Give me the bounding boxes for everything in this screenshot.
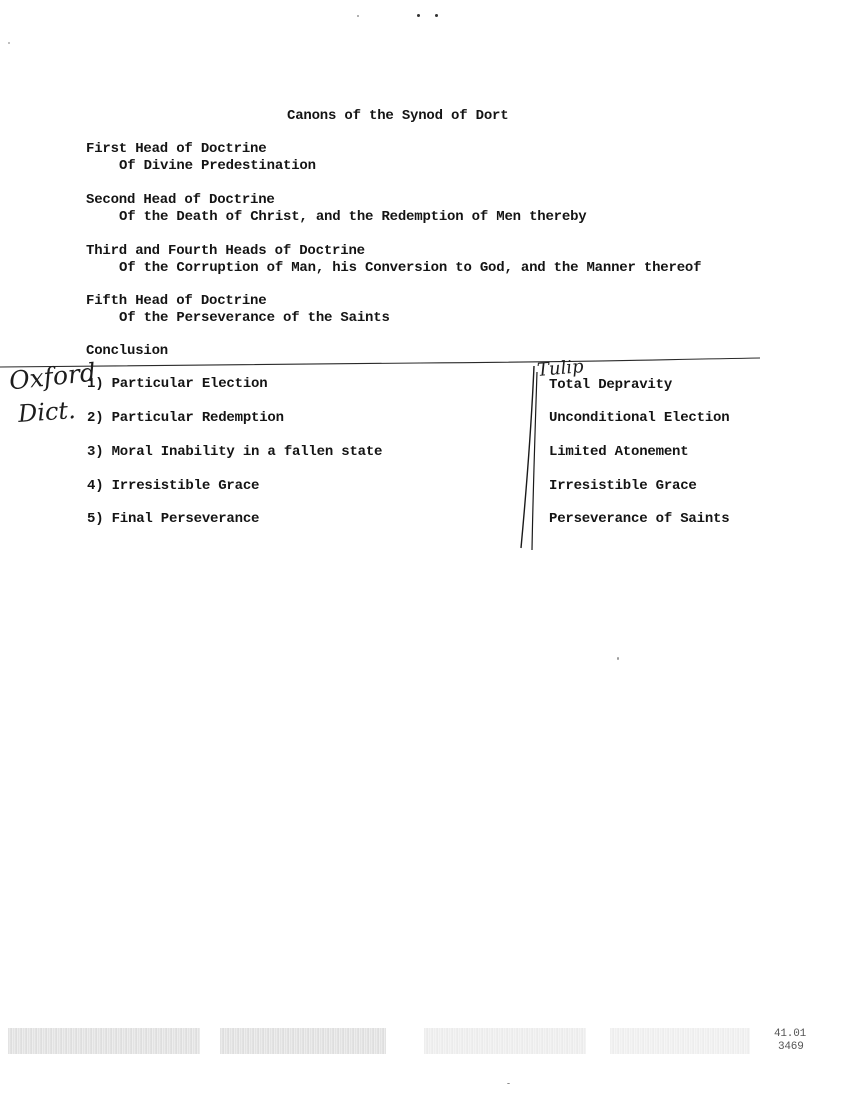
list-item: Limited Atonement [549,444,689,460]
scan-artifact [8,1028,200,1054]
document-title: Canons of the Synod of Dort [287,108,509,124]
margin-note-dict: Dict. [17,396,77,428]
hand-drawn-rule [0,356,850,370]
head-3-subtitle: Of the Corruption of Man, his Conversion to God, and the Manner thereof [119,260,702,276]
head-2-subtitle: Of the Death of Christ, and the Redemption of Men thereby [119,209,587,225]
scan-speck [435,14,438,17]
scan-speck [507,1083,510,1084]
list-item: Perseverance of Saints [549,511,730,527]
footer-stamp-line-1: 41.01 [774,1028,807,1040]
scan-speck [417,14,420,17]
head-4-title: Fifth Head of Doctrine [86,293,267,309]
list-item: Unconditional Election [549,410,730,426]
scan-artifact [220,1028,386,1054]
head-2-title: Second Head of Doctrine [86,192,275,208]
handwritten-bracket [510,362,540,554]
head-4-subtitle: Of the Perseverance of the Saints [119,310,390,326]
tulip-note: Tulip [536,356,585,381]
scan-artifact [610,1028,750,1054]
scan-artifact [424,1028,586,1054]
scan-speck [617,657,619,660]
list-item: 2) Particular Redemption [87,410,284,426]
head-3-title: Third and Fourth Heads of Doctrine [86,243,365,259]
list-item: 3) Moral Inability in a fallen state [87,444,383,460]
head-1-subtitle: Of Divine Predestination [119,158,316,174]
conclusion-heading: Conclusion [86,343,169,359]
scan-speck [357,15,359,17]
scan-speck [8,42,10,44]
footer-stamp-line-2: 3469 [778,1041,804,1053]
head-1-title: First Head of Doctrine [86,141,267,157]
list-item: Irresistible Grace [549,478,697,494]
list-item: 4) Irresistible Grace [87,478,260,494]
list-item: Total Depravity [549,377,673,393]
list-item: 5) Final Perseverance [87,511,260,527]
margin-note-oxford: Oxford [7,357,98,396]
list-item: 1) Particular Election [87,376,268,392]
